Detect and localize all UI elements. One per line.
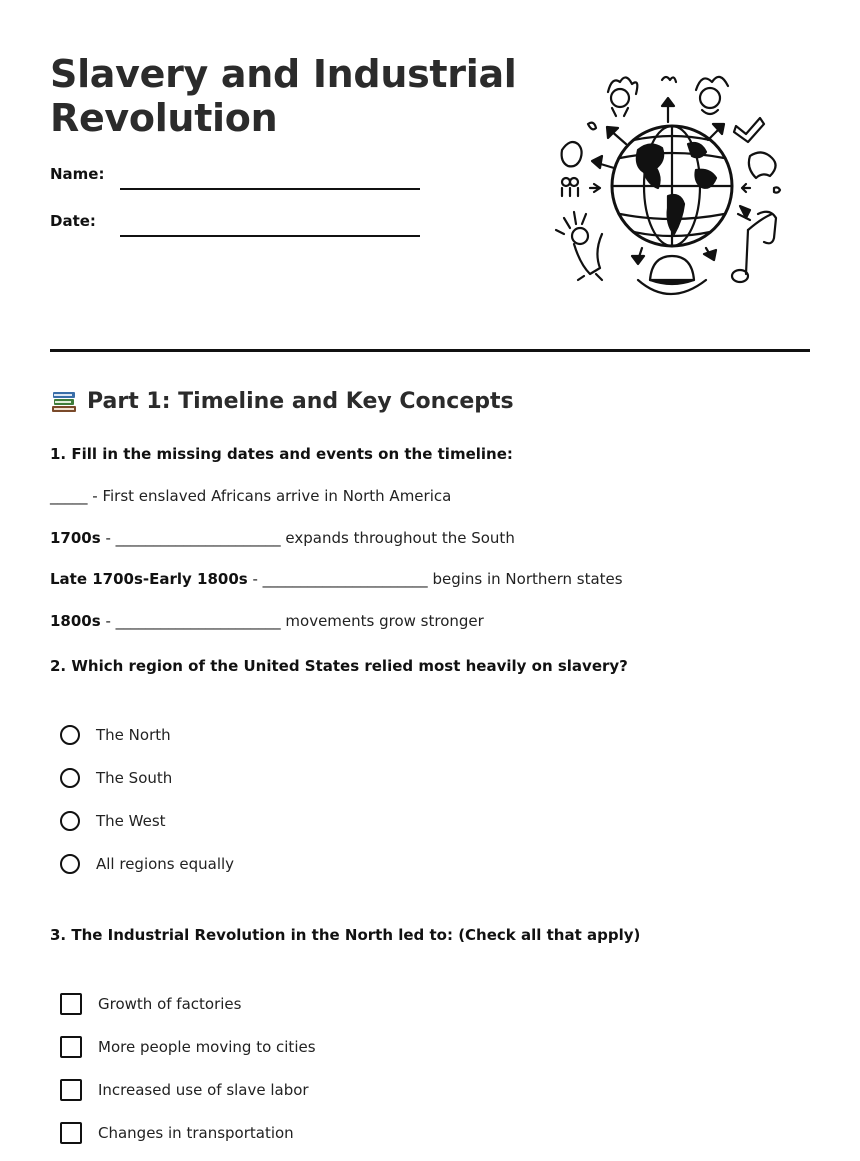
option-label: The West [96,812,166,830]
date-label: Date: [50,212,96,230]
option-label: Changes in transportation [98,1124,294,1142]
question-1: 1. Fill in the missing dates and events on the timeline: [50,445,513,463]
arrow-icons [590,98,750,264]
globe-culture-icon [550,68,790,308]
option-label: The North [96,726,171,744]
leaf-icon [662,77,676,82]
radio-option-all[interactable] [60,852,234,876]
timeline-date: 1700s [50,529,101,547]
timeline-event: begins in Northern states [427,570,623,588]
radio-option-north[interactable] [60,723,171,747]
radio-button[interactable] [60,811,80,831]
radio-button[interactable] [60,854,80,874]
date-field[interactable] [120,215,420,237]
timeline-blank[interactable]: - ______________________ [247,570,428,588]
radio-button[interactable] [60,768,80,788]
checkbox-option-cities[interactable] [60,1035,316,1059]
dancer-icon [556,212,602,280]
globe-icon [612,126,732,246]
timeline-blank[interactable]: - ______________________ [100,529,281,547]
checkbox-option-factories[interactable] [60,992,241,1016]
option-label: Increased use of slave labor [98,1081,309,1099]
question-3: 3. The Industrial Revolution in the North led to: (Check all that apply) [50,926,641,944]
checkbox[interactable] [60,1036,82,1058]
section-divider [50,349,810,352]
feather-icon [588,123,596,130]
radio-option-south[interactable] [60,766,172,790]
timeline-event: - First enslaved Africans arrive in North America [87,487,452,505]
timeline-row [50,487,451,505]
timeline-date: 1800s [50,612,101,630]
timeline-row [50,612,484,630]
part1-heading [50,388,514,414]
option-label: All regions equally [96,855,235,873]
timeline-blank[interactable]: - ______________________ [100,612,281,630]
option-label: Growth of factories [98,995,242,1013]
people-icon [562,178,578,196]
headdress-icon-2 [696,77,728,114]
radio-option-west[interactable] [60,809,166,833]
timeline-blank[interactable]: _____ [50,487,88,505]
option-label: More people moving to cities [98,1038,316,1056]
music-note-icon [732,187,780,282]
checkbox-option-transportation[interactable] [60,1121,294,1145]
map-icon [749,152,776,178]
timeline-event: movements grow stronger [280,612,484,630]
checkbox-option-slave-labor[interactable] [60,1078,309,1102]
checkbox[interactable] [60,993,82,1015]
checkbox[interactable] [60,1122,82,1144]
hand-icon [562,142,582,166]
name-label: Name: [50,165,105,183]
timeline-row [50,570,623,588]
headdress-icon [608,77,637,116]
timeline-date: Late 1700s-Early 1800s [50,570,248,588]
books-icon [50,388,78,414]
part1-heading-text: Part 1: Timeline and Key Concepts [87,388,514,414]
hat-icon [638,256,706,294]
radio-button[interactable] [60,725,80,745]
timeline-event: expands throughout the South [280,529,515,547]
timeline-row [50,529,515,547]
checkbox[interactable] [60,1079,82,1101]
worksheet-title: Slavery and Industrial Revolution [50,52,517,140]
option-label: The South [96,769,173,787]
name-field[interactable] [120,168,420,190]
question-2: 2. Which region of the United States relied most heavily on slavery? [50,657,628,675]
flag-icon [734,118,764,142]
